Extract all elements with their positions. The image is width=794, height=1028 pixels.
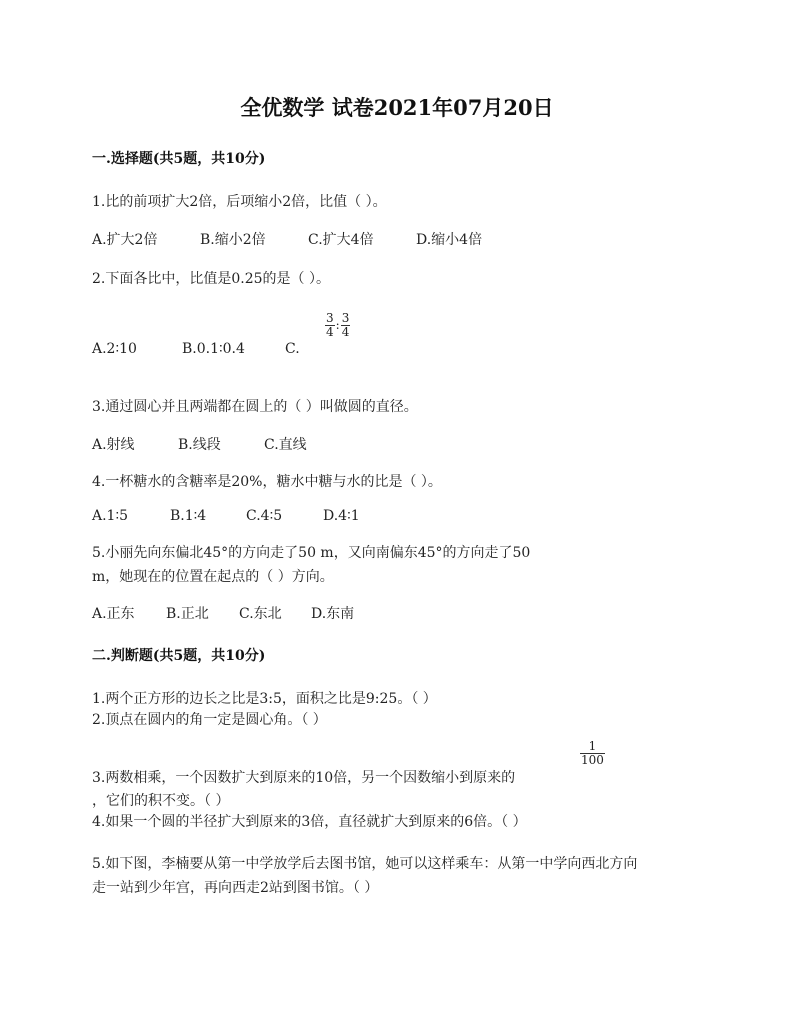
question-1-options [92,229,482,249]
judgement-2: 2.顶点在圆内的角一定是圆心角。（ ） [92,712,327,728]
fraction-left: $\frac{3}{4}$ [326,311,334,339]
option-b: B.线段 [178,437,221,453]
option-a: A.2∶10 [92,341,137,357]
ratio-colon: : [335,318,340,333]
option-d: D.东南 [311,606,355,622]
question-3-options [92,434,307,454]
judgement-3-fraction: $\frac{1}{100}$ [581,739,604,767]
judgement-5-line-1: 5.如下图，李楠要从第一中学放学后去图书馆，她可以这样乘车：从第一中学向西北方向 [92,856,638,872]
judgement-3-line-1: 3.两数相乘，一个因数扩大到原来的10倍，另一个因数缩小到原来的 [92,770,516,786]
judgement-4: 4.如果一个圆的半径扩大到原来的3倍，直径就扩大到原来的6倍。（ ） [92,814,527,830]
section-header-choice: 一.选择题(共5题，共10分) [92,151,266,167]
option-a: A.射线 [92,437,135,453]
fraction-right: $\frac{3}{4}$ [341,311,350,339]
judgement-3-line-2: ，它们的积不变。（ ） [92,793,230,809]
section-header-judgement: 二.判断题(共5题，共10分) [92,648,266,664]
question-4: 4.一杯糖水的含糖率是20%，糖水中糖与水的比是（ ）。 [92,474,442,490]
option-b: B.1∶4 [170,508,207,524]
option-a: A.1∶5 [92,508,129,524]
option-b: B.缩小2倍 [200,232,266,248]
option-c: C.直线 [264,437,307,453]
option-c: C.扩大4倍 [308,232,374,248]
judgement-5-line-2: 走一站到少年宫，再向西走2站到图书馆。（ ） [92,880,379,896]
option-b: B.正北 [166,606,209,622]
question-5-line-2: m，她现在的位置在起点的（ ）方向。 [92,569,334,585]
question-3: 3.通过圆心并且两端都在圆上的（ ）叫做圆的直径。 [92,399,418,415]
option-c: C. [285,341,300,357]
question-4-options [92,508,360,524]
question-5-options [92,603,354,623]
option-d: D.4∶1 [323,508,360,524]
option-a: A.正东 [92,606,135,622]
option-c-fraction-ratio [325,312,350,338]
option-a: A.扩大2倍 [92,232,158,248]
judgement-1: 1.两个正方形的边长之比是3:5，面积之比是9:25。（ ） [92,691,437,707]
question-5-line-1: 5.小丽先向东偏北45°的方向走了50 m，又向南偏东45°的方向走了50 [92,545,531,561]
option-c: C.东北 [239,606,282,622]
page-title: 全优数学 试卷2021年07月20日 [240,95,554,120]
option-b: B.0.1∶0.4 [182,341,245,357]
option-c: C.4∶5 [246,508,283,524]
question-1: 1.比的前项扩大2倍，后项缩小2倍，比值（ ）。 [92,194,387,210]
question-2: 2.下面各比中，比值是0.25的是（ ）。 [92,271,330,287]
option-d: D.缩小4倍 [416,232,483,248]
question-2-options [92,341,300,357]
